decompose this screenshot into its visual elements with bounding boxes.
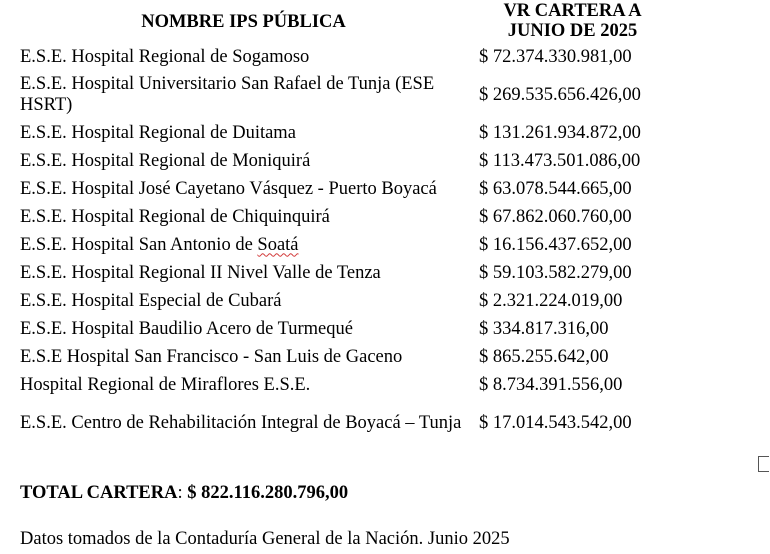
table-row <box>14 147 672 175</box>
total-label: TOTAL CARTERA <box>20 483 178 503</box>
portfolio-value-cell: $ 865.255.642,00 <box>479 346 609 367</box>
table-row <box>14 371 672 399</box>
total-value: $ 822.116.280.796,00 <box>187 483 349 503</box>
portfolio-value-cell: $ 67.862.060.760,00 <box>479 206 632 227</box>
portfolio-value-cell: $ 334.817.316,00 <box>479 318 609 339</box>
portfolio-value-cell: $ 269.535.656.426,00 <box>479 84 641 105</box>
ips-name-cell: Hospital Regional de Miraflores E.S.E. <box>20 374 311 395</box>
portfolio-value-cell: $ 16.156.437.652,00 <box>479 234 632 255</box>
table-row <box>14 71 672 119</box>
spellcheck-flagged-word: Soatá <box>257 234 299 255</box>
header-portfolio-value: VR CARTERA A JUNIO DE 2025 <box>503 1 642 41</box>
ips-name-cell: E.S.E Hospital San Francisco - San Luis de Gaceno <box>20 346 403 367</box>
ips-name-cell: E.S.E. Hospital Regional de Sogamoso <box>20 46 310 67</box>
table-row <box>14 119 672 147</box>
portfolio-value-cell: $ 59.103.582.279,00 <box>479 262 632 283</box>
ips-name-cell: E.S.E. Hospital Regional de Duitama <box>20 122 296 143</box>
header-ips-name: NOMBRE IPS PÚBLICA <box>141 11 346 32</box>
ips-name-cell <box>14 231 473 259</box>
table-row <box>14 287 672 315</box>
total-portfolio <box>20 482 348 504</box>
ips-name-cell: E.S.E. Hospital Baudilio Acero de Turmequé <box>20 318 353 339</box>
table-row <box>14 399 672 447</box>
portfolio-value-cell: $ 72.374.330.981,00 <box>479 46 632 67</box>
ips-name-cell: E.S.E. Hospital Universitario San Rafael de Tunja (ESE HSRT) <box>20 74 435 115</box>
text-boundary-marker <box>758 456 769 472</box>
ips-portfolio-table <box>14 0 672 447</box>
table-row <box>14 259 672 287</box>
ips-name-cell: E.S.E. Hospital Especial de Cubará <box>20 290 282 311</box>
ips-name-cell: E.S.E. Hospital Regional de Chiquinquirá <box>20 206 330 227</box>
table-row <box>14 175 672 203</box>
portfolio-value-cell: $ 113.473.501.086,00 <box>479 150 641 171</box>
table-row <box>14 315 672 343</box>
table-row <box>14 43 672 71</box>
portfolio-value-cell: $ 63.078.544.665,00 <box>479 178 632 199</box>
portfolio-value-cell: $ 17.014.543.542,00 <box>479 412 632 433</box>
table-row <box>14 231 672 259</box>
ips-name-cell: E.S.E. Centro de Rehabilitación Integral de Boyacá – Tunja <box>20 412 462 433</box>
ips-name-prefix: E.S.E. Hospital San Antonio de <box>20 234 258 255</box>
total-separator: : <box>177 483 188 503</box>
ips-name-cell: E.S.E. Hospital Regional de Moniquirá <box>20 150 311 171</box>
table-row <box>14 343 672 371</box>
table-row <box>14 203 672 231</box>
portfolio-value-cell: $ 2.321.224.019,00 <box>479 290 623 311</box>
portfolio-value-cell: $ 8.734.391.556,00 <box>479 374 623 395</box>
source-note: Datos tomados de la Contaduría General de la Nación. Junio 2025 <box>20 529 510 549</box>
table-header-row <box>14 0 672 43</box>
ips-name-cell: E.S.E. Hospital José Cayetano Vásquez - Puerto Boyacá <box>20 178 437 199</box>
portfolio-value-cell: $ 131.261.934.872,00 <box>479 122 641 143</box>
ips-name-cell: E.S.E. Hospital Regional II Nivel Valle de Tenza <box>20 262 381 283</box>
